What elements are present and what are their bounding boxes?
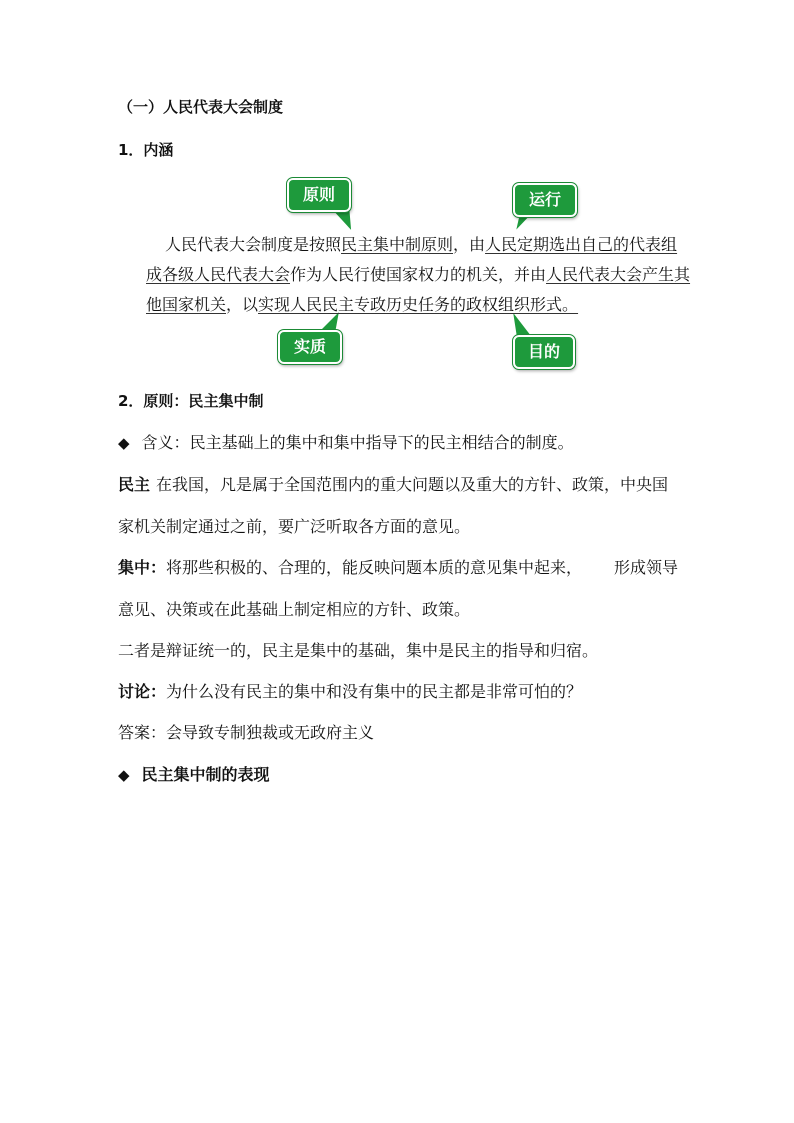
underlined-congresses: 成各级人民代表大会 (146, 265, 291, 284)
underlined-essence: 实现人民民主专政历史任务的 (258, 295, 467, 314)
centralism-text-1a: 将那些积极的、合理的，能反映问题本质的意见集中起来， (166, 558, 583, 577)
discussion-label: 讨论： (118, 682, 167, 701)
manifestation-text: 民主集中制的表现 (141, 765, 270, 784)
discussion-text: 为什么没有民主的集中和没有集中的民主都是非常可怕的？ (166, 682, 583, 701)
democracy-line-1 (118, 472, 668, 495)
callout-principle: 原则 (287, 178, 351, 212)
definition-line-2 (146, 262, 690, 285)
callout-purpose: 目的 (513, 335, 575, 369)
underlined-produce: 人民代表大会产生其 (546, 265, 691, 284)
meaning-label: 含义： (141, 433, 190, 452)
meaning-text: 民主基础上的集中和集中指导下的民主相结合的制度。 (189, 433, 574, 452)
subsection-title-connotation: 1．内涵 (118, 141, 174, 159)
centralism-line-1 (118, 555, 678, 578)
underlined-election: 人民定期选出自己的代表组 (485, 235, 678, 254)
definition-line-3 (146, 292, 578, 315)
callout-pointers (0, 0, 794, 380)
underlined-form: 政权组织形式。 (466, 295, 579, 314)
democracy-label: 民主 (118, 475, 151, 494)
section-heading: （一）人民代表大会制度 (118, 98, 284, 116)
definition-line-1 (165, 232, 677, 255)
centralism-text-1b: 形成领导 (614, 558, 679, 577)
text-segment: 作为人民行使国家权力的机关，并由 (290, 265, 547, 284)
annotated-definition-figure (0, 0, 794, 380)
text-segment: ，由 (453, 235, 486, 254)
answer-line: 答案：会导致专制独裁或无政府主义 (118, 723, 375, 742)
diamond-bullet-icon: ◆ (118, 766, 130, 784)
democracy-line-2: 家机关制定通过之前，要广泛听取各方面的意见。 (118, 517, 471, 536)
discussion-line (118, 679, 582, 702)
manifestation-heading (118, 762, 270, 785)
text-segment: ，以 (226, 295, 259, 314)
democracy-text-1: 在我国，凡是属于全国范围内的重大问题以及重大的方针、政策，中央国 (156, 475, 669, 494)
callout-essence: 实质 (278, 330, 342, 364)
subsection-title-principle: 2．原则：民主集中制 (118, 392, 264, 410)
dialectic-line: 二者是辩证统一的，民主是集中的基础，集中是民主的指导和归宿。 (118, 641, 599, 660)
centralism-label: 集中： (118, 558, 167, 577)
diamond-bullet-icon: ◆ (118, 434, 130, 452)
underlined-principle: 民主集中制原则 (341, 235, 454, 254)
meaning-paragraph (118, 430, 574, 453)
centralism-line-2: 意见、决策或在此基础上制定相应的方针、政策。 (118, 600, 471, 619)
text-segment: 人民代表大会制度是按照 (165, 235, 342, 254)
callout-operation: 运行 (513, 183, 577, 217)
underlined-organs: 他国家机关 (146, 295, 227, 314)
